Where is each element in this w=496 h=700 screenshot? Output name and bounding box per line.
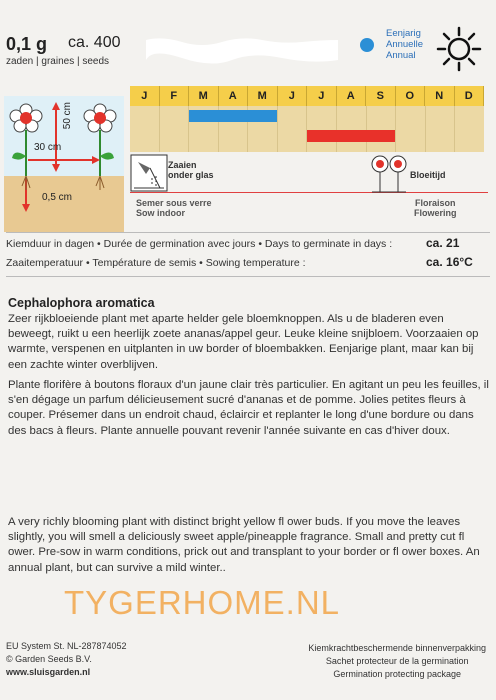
flower-icon	[10, 104, 42, 176]
flower-icon	[84, 104, 116, 176]
divider-line	[6, 276, 490, 277]
month-label: M	[248, 86, 278, 106]
plant-height-label: 50 cm	[62, 102, 73, 130]
month-label: N	[425, 86, 455, 106]
seed-count: ca. 400	[68, 34, 121, 51]
sowing-depth-label: 0,5 cm	[42, 192, 73, 203]
packet-cutout	[142, 36, 342, 64]
month-label: M	[189, 86, 219, 106]
sow-divider	[130, 192, 488, 193]
watermark-text: TYGERHOME.NL	[64, 584, 341, 621]
month-label: O	[396, 86, 426, 106]
plant-spacing-label: 30 cm	[34, 142, 62, 153]
sow-indoor-icon	[130, 154, 168, 192]
annual-labels: Eenjarig Annuelle Annual	[386, 28, 423, 61]
month-label: S	[366, 86, 396, 106]
annual-dot-icon	[360, 38, 374, 52]
sow-title: Zaaien onder glas	[168, 160, 214, 180]
sow-subtitle: Semer sous verre Sow indoor	[136, 198, 212, 218]
footer-left: EU System St. NL-287874052 © Garden Seeds B.V. www.sluisgarden.nl	[6, 641, 127, 677]
description-en: A very richly blooming plant with distinct bright yellow fl ower buds. If you move the leaves slightly, you will smell a deliciously sweet apple/pineapple fragrance. Small and pretty cut fl ower. Pre-sow in warm conditions, prick out and transplant to your border or fl ower boxes. An annual plant, but can survive a mild winter..	[8, 516, 480, 574]
description-nl: Zeer rijkbloeiende plant met aparte helder gele bloemknoppen. Als u de bladeren even beweegt, ruikt u een heerlijk zoete ananas/appel geur. Leuke kleine snijbloem. Voorzaaien op warmte, verspenen en uitplanten in uw border of bloembakken. Eenjarige plant, maar kan bij een zachte winter overblijven.	[8, 313, 479, 371]
bloom-period-bar	[307, 130, 395, 142]
sow-period-bar	[189, 110, 277, 122]
sowing-calendar	[130, 106, 484, 152]
month-label: F	[160, 86, 190, 106]
footer-right: Kiemkrachtbeschermende binnenverpakking Sachet protecteur de la germination Germination protecting package	[308, 643, 486, 679]
description-fr: Plante florifère à boutons floraux d'un jaune clair très particulier. En agitant un peu les feuilles, il s'en dégage un parfum délicieusement sucré d'ananas et de pomme. Jolies petites fleurs à couper. Présemer dans un endroit chaud, éclaircir et replanter le long d'une bordure ou dans des bacs à fleurs. Plante annuelle pouvant revenir l'année suivante en cas d'hiver doux.	[8, 379, 489, 437]
species-name: Cephalophora aromatica	[8, 296, 155, 310]
plant-dimensions-panel	[4, 96, 124, 232]
seed-units: zaden | graines | seeds	[6, 56, 110, 67]
month-header	[130, 86, 484, 106]
divider-line	[6, 232, 490, 233]
month-label: J	[278, 86, 308, 106]
month-label: D	[455, 86, 485, 106]
seed-weight: 0,1 g	[6, 34, 48, 54]
germination-label: Kiemduur in dagen • Durée de germination avec jours • Days to germinate in days :	[6, 238, 393, 250]
bloom-title: Bloeitijd	[410, 170, 446, 180]
month-label: J	[130, 86, 160, 106]
temperature-value: ca. 16°C	[426, 255, 473, 269]
bloom-subtitle: Floraison Flowering	[414, 198, 457, 218]
month-label: A	[219, 86, 249, 106]
bloom-flowers-icon	[368, 154, 408, 194]
temperature-label: Zaaitemperatuur • Température de semis • Sowing temperature :	[6, 257, 306, 269]
month-label: A	[337, 86, 367, 106]
month-label: J	[307, 86, 337, 106]
germination-value: ca. 21	[426, 236, 460, 250]
sun-icon	[436, 26, 482, 72]
